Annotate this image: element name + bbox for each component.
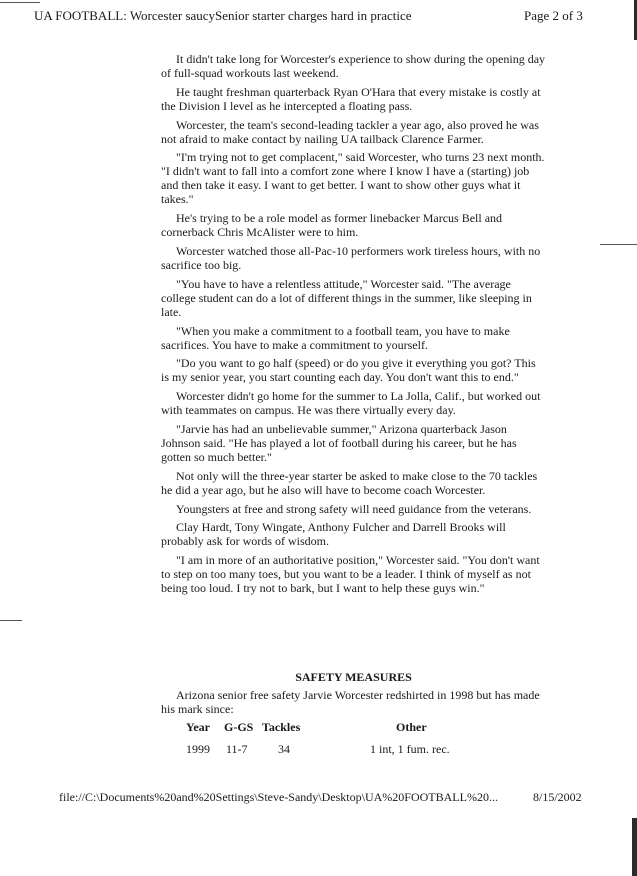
scan-mark-top-left	[0, 2, 40, 3]
article-paragraph: "Jarvie has had an unbelievable summer," Arizona quarterback Jason Johnson said. "He has played a lot of football during his career, but he has gotten so much better."	[161, 421, 517, 464]
article-paragraph: "When you make a commitment to a football team, you have to make sacrifices. You have to make a commitment to yourself.	[161, 323, 510, 352]
article-paragraph: "You have to have a relentless attitude," Worcester said. "The average college student can do a lot of different things in the summer, like sleeping in late.	[161, 276, 532, 319]
article-paragraph: Worcester didn't go home for the summer to La Jolla, Calif., but worked out with teammates on campus. He was there virtually every day.	[161, 389, 541, 418]
stats-cell-year: 1999	[186, 742, 210, 756]
footer-file-path: file://C:\Documents%20and%20Settings\Steve-Sandy\Desktop\UA%20FOOTBALL%20...	[59, 790, 498, 804]
footer-date: 8/15/2002	[533, 790, 582, 804]
page-number: Page 2 of 3	[524, 8, 583, 23]
safety-measures-heading: SAFETY MEASURES	[295, 670, 412, 684]
article-paragraph: Not only will the three-year starter be asked to make close to the 70 tackles he did a year ago, but he also will have to become coach Worcester.	[161, 468, 538, 497]
article-paragraph: Clay Hardt, Tony Wingate, Anthony Fulcher and Darrell Brooks will probably ask for words of wisdom.	[161, 520, 506, 549]
article-paragraph: "I am in more of an authoritative position," Worcester said. "You don't want to step on too many toes, but you want to be a leader. I think of myself as not being too loud. I try not to bark, but I want to help these guys win."	[161, 553, 540, 596]
article-paragraph: Youngsters at free and strong safety will need guidance from the veterans.	[176, 501, 532, 516]
stats-cell-other: 1 int, 1 fum. rec.	[370, 742, 450, 756]
article-paragraph: He's trying to be a role model as former linebacker Marcus Bell and cornerback Chris McAlister were to him.	[161, 211, 503, 240]
scan-mark-right	[600, 244, 637, 245]
stats-cell-games: 11-7	[226, 742, 248, 756]
page-header-title: UA FOOTBALL: Worcester saucySenior starter charges hard in practice	[34, 8, 412, 23]
stats-header-games: G-GS	[224, 720, 254, 734]
article-paragraph: "I'm trying not to get complacent," said Worcester, who turns 23 next month. "I didn't want to fall into a comfort zone where I know I have a (starting) job and then take it easy. I want to get better. I want to show other guys what it takes."	[161, 150, 545, 207]
stats-header-year: Year	[186, 720, 210, 734]
scan-edge-bottom	[632, 818, 637, 876]
article-body	[161, 52, 546, 600]
article-paragraph: Worcester, the team's second-leading tackler a year ago, also proved he was not afraid to make contact by nailing UA tailback Clarence Farmer.	[161, 117, 539, 146]
stats-cell-tackles: 34	[278, 742, 290, 756]
article-paragraph: It didn't take long for Worcester's experience to show during the opening day of full-squad workouts last weekend.	[161, 52, 546, 80]
safety-measures-intro: Arizona senior free safety Jarvie Worcester redshirted in 1998 but has made his mark since:	[161, 688, 540, 716]
stats-header-other: Other	[396, 720, 427, 734]
article-paragraph: He taught freshman quarterback Ryan O'Hara that every mistake is costly at the Division I level as he intercepted a floating pass.	[161, 84, 541, 113]
article-paragraph: Worcester watched those all-Pac-10 performers work tireless hours, with no sacrifice too big.	[161, 243, 541, 272]
scan-mark-left	[0, 620, 22, 621]
article-paragraph: "Do you want to go half (speed) or do you give it everything you got? This is my senior year, you start counting each day. You don't want this to end."	[161, 356, 536, 385]
stats-header-tackles: Tackles	[262, 720, 301, 734]
